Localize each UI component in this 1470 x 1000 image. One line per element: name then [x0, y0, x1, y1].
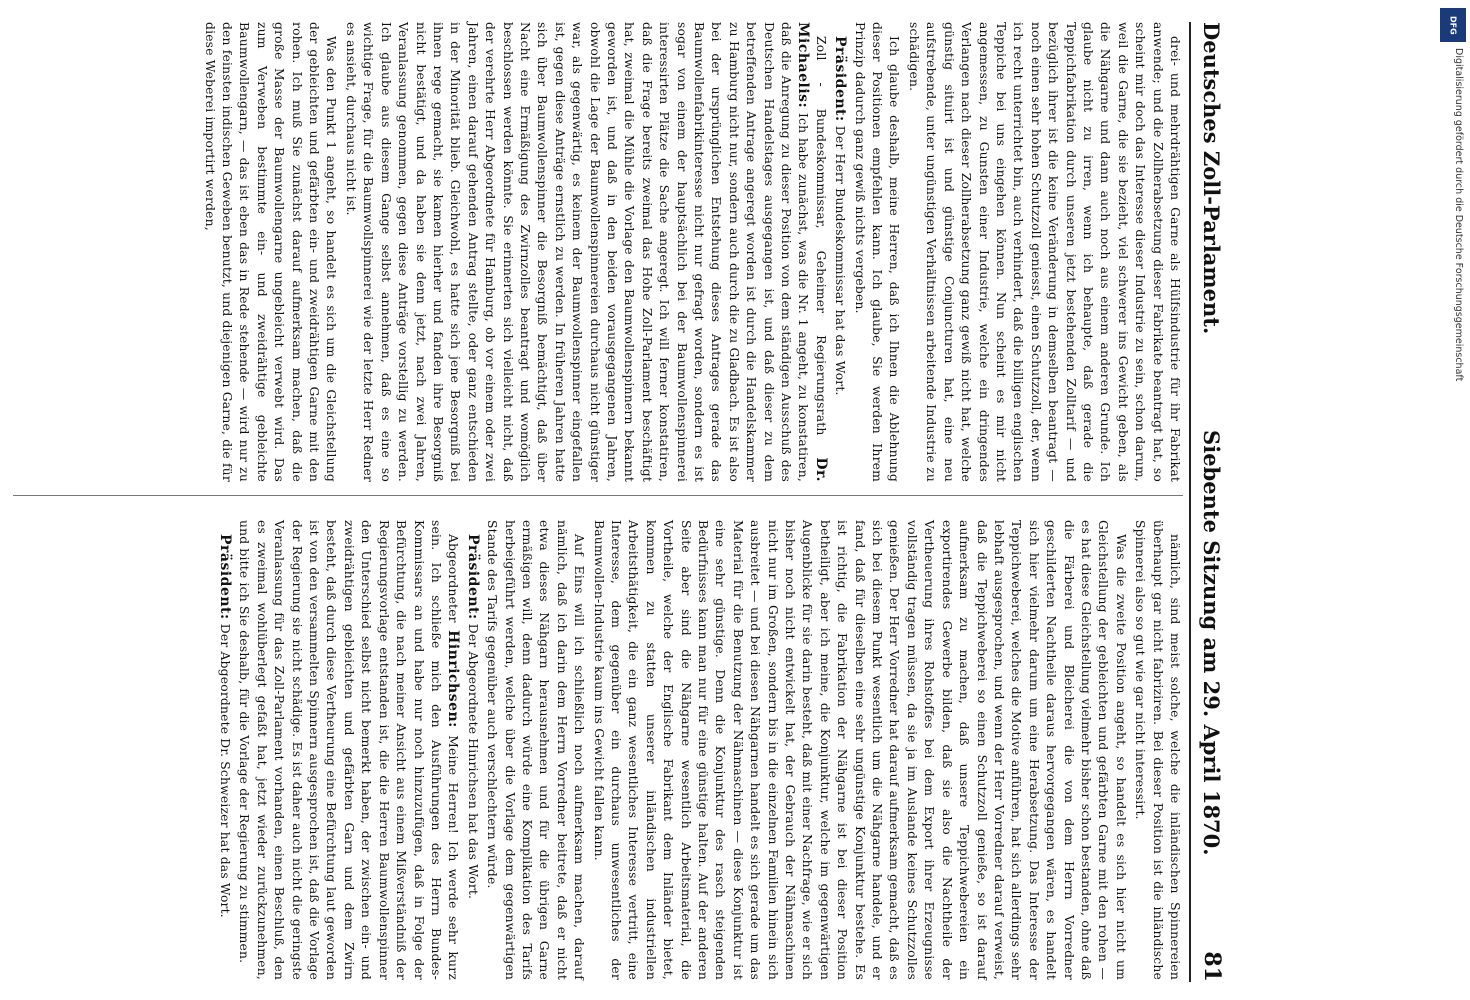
speech-text: Der Abgeordnete Dr. Schweizer hat das Wort. [218, 623, 233, 918]
header-rule [1189, 22, 1191, 982]
speech-text: Der Abgeordnete Hinrichsen hat das Wort. [465, 623, 480, 900]
paragraph [831, 22, 848, 482]
left-column [198, 22, 1183, 482]
dfg-logo: DFG [1440, 8, 1466, 42]
paragraph: nämlich, sind meist solche, welche die inländischen Spinnereien überhaupt gar nicht fabriziren. Bei dieser Position ist die inländische Spinnerei also so gut wie gar nicht interessirt. [1133, 520, 1182, 980]
page-number: 81 [1199, 951, 1225, 982]
paragraph [216, 520, 233, 980]
digitization-sidebar [1438, 0, 1470, 1000]
paragraph: Ich glaube deshalb, meine Herren, daß ich Ihnen die Ablehnung dieser Positionen empfehlen kann. Ich glaube, Sie werden Ihrem Prinzip dadurch ganz gewiß nichts vergeben. [852, 22, 902, 482]
speaker-label: Präsident: [832, 36, 849, 122]
paragraph [342, 22, 829, 482]
column-divider [13, 495, 1183, 496]
speaker-label: Präsident: [217, 534, 234, 620]
header-center: Siebente Sitzung am 29. April 1870. [1199, 430, 1225, 856]
right-column [214, 520, 1183, 980]
speaker-title: Zoll - Bundeskommissar, Geheimer Regierungsrath [813, 36, 828, 436]
paragraph: Was den Punkt 1 angeht, so handelt es sich um die Gleichstellung der gebleichten und gefärbten ein- und zweidrähtigen Garne mit den rohen. Ich muß Sie zunächst darauf aufmerksam machen, daß die große Masse der Baumwollengarne ungebleicht verwebt wird. Das zum Verweben bestimmte ein- und zweidrähtige gebleichte Baumwollengarn, — das ist eben das in Rede stehende — wird nur zu den feinsten indischen Geweben benutzt, und diejenigen Garne, die für diese Weberei importirt werden, [202, 22, 339, 482]
speaker-label: Dr. Michaelis: [795, 22, 829, 482]
paragraph: Auf Eins will ich schließlich noch aufmerksam machen, darauf nämlich, daß ich darin dem Herrn Vorredner beitrete, daß er nicht etwa dieses Nähgarn herausnehmen und für die übrigen Garne ermäßigen will, denn dadurch würde eine Komplikation des Tarifs herbeigeführt werden, welche über die Vorlage dem gegenwärtigen Stande des Tarifs gegenüber auch verschlechtern würde. [485, 520, 587, 980]
header-left: Deutsches Zoll-Parlament. [1199, 22, 1225, 335]
paragraph: drei- und mehrdrähtigen Garne als Hülfsindustrie für ihr Fabrikat anwende; und die Zollherabsetzung dieser Fabrikate beantragt hat, so scheint mir doch das Interesse dieser Industrie zu sein, schon darum, weil die Garne, die sie bezieht, viel schwerer ins Gewicht geben, als die Nähgarne und dann auch noch aus einem anderen Grunde. Ich glaube nicht zu irren, wenn ich behaupte, daß gerade die Teppichfabrikation durch unseren jetzt bestehenden Zolltarif — und bezüglich ihrer ist die keine Veränderung in demselben beantragt — noch einen sehr hohen Schutzzoll geniesst, einen Schutzzoll, der, wenn ich recht unterrichtet bin, auch verhindert, daß die billigen englischen Teppiche bei uns eingehen können. Nun scheint es mir nicht angemessen, zu Gunsten einer Industrie, welche ein dringendes Verlangen nach dieser Zollherabsetzung ganz gewiß nicht hat, welche günstig situirt ist und günstige Conjuncturen hat, eine neu aufstrebende, unter ungünstigen Verhältnissen arbeitende Industrie zu schädigen. [906, 22, 1182, 482]
speech-text: Der Herr Bundeskommissar hat das Wort. [833, 125, 848, 396]
speech-text: Ich habe zunächst, was die Nr. 1 angeht, zu konstatiren, daß die Anregung zu dieser Position von dem ständigen Ausschuß des Deutschen Handelstages ausgegangen ist, und daß dieser zu dem betreffenden Antrage angeregt worden ist durch die Handelskammer zu Hamburg nicht nur, sondern auch durch die zu Gladbach. Es ist also bei der ursprünglichen Entstehung dieses Antrages gerade das Baumwollenfabrikinteresse nicht nur gefragt worden, sondern es ist sogar von einem der hauptsächlich bei der Baumwollenspinnerei interessirten Plätze die Sache angeregt. Ich will ferner konstatiren, daß die Frage bereits zweimal das Hohe Zoll-Parlament beschäftigt hat, zweimal die Mühle die Vorlage den Baumwollenspinnern bekannt geworden ist, und daß in den beiden vorausgegangenen Jahren, obwohl die Lage der Baumwollenspinnereien durchaus nicht günstiger war, als gegenwärtig, es keinem der Baumwollenspinner eingefallen ist, gegen diese Anträge ernstlich zu werden. In früheren Jahren hatte sich über Baumwollenspinner die Besorgniß bemächtigt, daß über Nacht eine Ermäßigung des Zwirnzolles beantragt und womöglich beschlossen werden könnte. Sie erinnerten sich vielleicht nicht, daß der verehrte Herr Abgeordnete für Hamburg, ob vor einem oder zwei Jahren, einen darauf gehenden Antrag stellte, oder ganz entschieden in der Minorität blieb. Gleichwohl, es hatte sich jene Besorgniß bei ihnen rege gemacht, sie kamen hierher und fanden ihre Besorgniß nicht bestätigt, und da haben sie denn jetzt, nach zwei Jahren, Veranlassung genommen, gegen diese Anträge vorstellig zu werden. Ich glaube aus diesem Gange selbst annehmen, daß es eine so wichtige Frage, für die Baumwollspinnerei wie der letzte Herr Redner es ansieht, durchaus nicht ist. [343, 22, 811, 483]
running-header [1195, 22, 1229, 982]
digitization-credit: Digitalisierung gefördert durch die Deutsche Forschungsgemeinschaft [1453, 48, 1464, 382]
paragraph [235, 520, 461, 980]
paragraph: Was die zweite Position angeht, so handelt es sich hier nicht um Gleichstellung der gebleichten und gefärbten Garne mit den rohen — es hat diese Gleichstellung vielmehr bisher schon bestanden, ohne daß die Färberei und Bleicherei die von dem Herrn Vorredner geschilderten Nachtheile daraus hervorgegangen wären, es handelt sich hier vielmehr darum um eine Herabsetzung. Das Interesse der Teppichweberei, welches die Motive anführen, hat sich allerdings sehr lebhaft ausgesprochen, und wenn der Herr Vorredner darauf verweist, daß die Teppichweberei so einen Schutzzoll genieße, so ist darauf aufmerksam zu machen, daß unsere Teppichwebereien ein exportirendes Gewerbe bilden, daß sie also die Nachtheile der Vertheuerung ihres Rohstoffes bei dem Export ihrer Erzeugnisse vollständig tragen müssen, da sie ja im Auslande keines Schutzzolles genießen. Der Herr Vorredner hat darauf aufmerksam gemacht, daß es sich bei diesem Punkt wesentlich um die Nähgarne handele, und er fand, daß für dieselben eine sehr ungünstige Konjunktur bestehe. Es ist richtig, die Fabrikation der Nähgarne ist bei dieser Position betheiligt, aber ich meine, die Konjunktur, welche im gegenwärtigen Augenblicke für sie darin besteht, daß mit einer Nachfrage, wie er sich bisher noch nicht entwickelt hat, der Gebrauch der Nähmaschinen nicht nur im Großen, sondern bis in die einzelnen Familien hinein sich ausbreitet — und bei diesen Nähgarnen handelt es sich gerade um das Material für die Benutzung der Nähmaschinen — diese Konjunktur ist eine sehr günstige. Denn die Konjunktur des rasch steigenden Bedürfnisses kann man nur für eine günstige halten. Auf der anderen Seite aber sind die Nähgarne wesentlich Arbeitsmaterial, die Vortheile, welche der Englische Fabrikant dem Inländer bietet, kommen zu statten unserer inländischen industriellen Arbeitsthätigkeit, die ein ganz wesentliches Interesse vertritt, eine Interesse, dem gegenüber ein durchaus unwesentliches der Baumwollen-Industrie kaum ins Gewicht fallen kann. [591, 520, 1128, 980]
paragraph [463, 520, 480, 980]
speaker-title: Abgeordneter [446, 534, 461, 623]
speaker-label: Präsident: [464, 534, 481, 620]
speech-text: Meine Herren! Ich werde sehr kurz sein. Ich schließe mich den Ausführungen des Herrn Bundes-Kommissars an und habe nur noch hinzuzufügen, daß in Folge der Befürchtung, die nach meiner Ansicht aus einem Mißverständniß der Regierungsvorlage entstanden ist, die die Herren Baumwollenspinner den Unterschied selbst nicht bemerkt haben, der zwischen ein- und zweidrähtigen gebleichten und gefärbten Garn und dem Zwirn besteht, daß durch diese Vertheurung eine Befürchtung laut geworden ist von den versammelten Spinnern ausgesprochen ist, daß die Vorlage der Regierung sie nicht schädige. Es ist daher auch nicht die geringste Veranlassung für das Zoll-Parlament vorhanden, einen Beschluß, den es zweimal wohlüberlegt gefaßt hat, jetzt wieder zurückzunehmen, und bitte ich Sie deshalb, für die Vorlage der Regierung zu stimmen. [237, 520, 461, 980]
speaker-label: Hinrichsen: [445, 630, 462, 728]
